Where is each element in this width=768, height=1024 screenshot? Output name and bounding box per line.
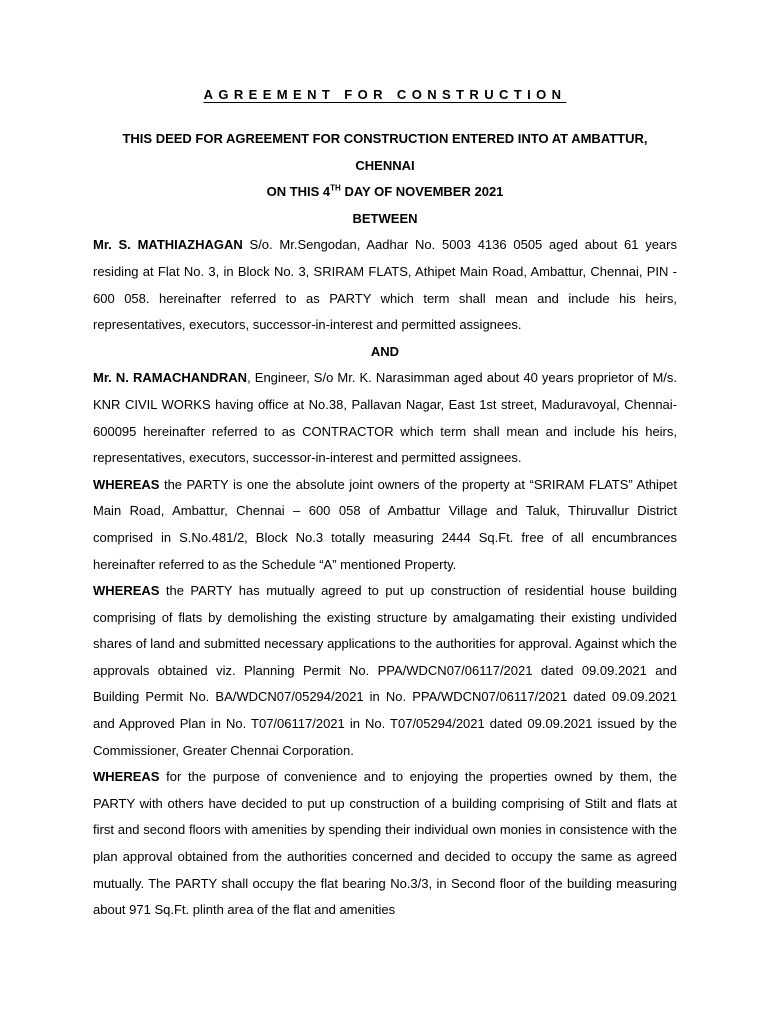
deed-date-suffix: DAY OF NOVEMBER 2021 <box>340 184 504 200</box>
document-page <box>93 87 677 924</box>
whereas-1-text: the PARTY is one the absolute joint owners of the property at “SRIRAM FLATS” Athipet Main Road, Ambattur, Chennai – 600 058 of Ambattur Village and Taluk, Thiruvallur District comprised in S.No.481/2, Block No.3 totally measuring 2444 Sq.Ft. free of all encumbrances hereinafter referred to as the Schedule “A” mentioned Property. <box>93 476 677 572</box>
and-heading: AND <box>370 343 400 359</box>
deed-heading-line1: THIS DEED FOR AGREEMENT FOR CONSTRUCTION ENTERED INTO AT AMBATTUR, CHENNAI <box>122 131 648 173</box>
whereas-label: WHEREAS <box>93 583 160 599</box>
whereas-paragraph-2 <box>93 578 677 764</box>
party-two-name: Mr. N. RAMACHANDRAN <box>93 370 248 386</box>
deed-heading-line2 <box>93 179 677 206</box>
deed-date-ordinal: TH <box>330 183 341 193</box>
whereas-paragraph-1 <box>93 472 677 578</box>
document-title: AGREEMENT FOR CONSTRUCTION <box>203 87 567 102</box>
party-one-details: S/o. Mr.Sengodan, Aadhar No. 5003 4136 0505 aged about 61 years residing at Flat No. 3, in Block No. 3, SRIRAM FLATS, Athipet Main Road, Ambattur, Chennai, PIN - 600 058. hereinafter referred to as PARTY which term shall mean and include his heirs, representatives, executors, successor-in-interest and permitted assignees. <box>93 237 677 333</box>
between-heading: BETWEEN <box>352 210 418 226</box>
whereas-label: WHEREAS <box>93 476 160 492</box>
whereas-3-text: for the purpose of convenience and to enjoying the properties owned by them, the PARTY with others have decided to put up construction of a building comprising of Stilt and flats at first and second floors with amenities by spending their individual own monies in consistence with the plan approval obtained from the authorities concerned and decided to occupy the same as agreed mutually. The PARTY shall occupy the flat bearing No.3/3, in Second floor of the building measuring about 971 Sq.Ft. plinth area of the flat and amenities <box>93 769 677 918</box>
whereas-2-text: the PARTY has mutually agreed to put up construction of residential house building comprising of flats by demolishing the existing structure by amalgamating their existing undivided shares of land and submitted necessary applications to the authorities for approval. Against which the approvals obtained viz. Planning Permit No. PPA/WDCN07/06117/2021 dated 09.09.2021 and Building Permit No. BA/WDCN07/05294/2021 in No. PPA/WDCN07/06117/2021 dated 09.09.2021 and Approved Plan in No. T07/06117/2021 in No. T07/05294/2021 dated 09.09.2021 issued by the Commissioner, Greater Chennai Corporation. <box>93 583 677 758</box>
whereas-paragraph-3 <box>93 764 677 924</box>
party-one-paragraph <box>93 232 677 338</box>
party-two-paragraph <box>93 365 677 471</box>
party-one-name: Mr. S. MATHIAZHAGAN <box>93 237 243 253</box>
deed-date-prefix: ON THIS 4 <box>266 184 331 200</box>
whereas-label: WHEREAS <box>93 769 160 785</box>
party-two-details: , Engineer, S/o Mr. K. Narasimman aged about 40 years proprietor of M/s. KNR CIVIL WORKS having office at No.38, Pallavan Nagar, East 1st street, Maduravoyal, Chennai-600095 hereinafter referred to as CONTRACTOR which term shall mean and include his heirs, representatives, executors, successor-in-interest and permitted assignees. <box>93 370 678 466</box>
